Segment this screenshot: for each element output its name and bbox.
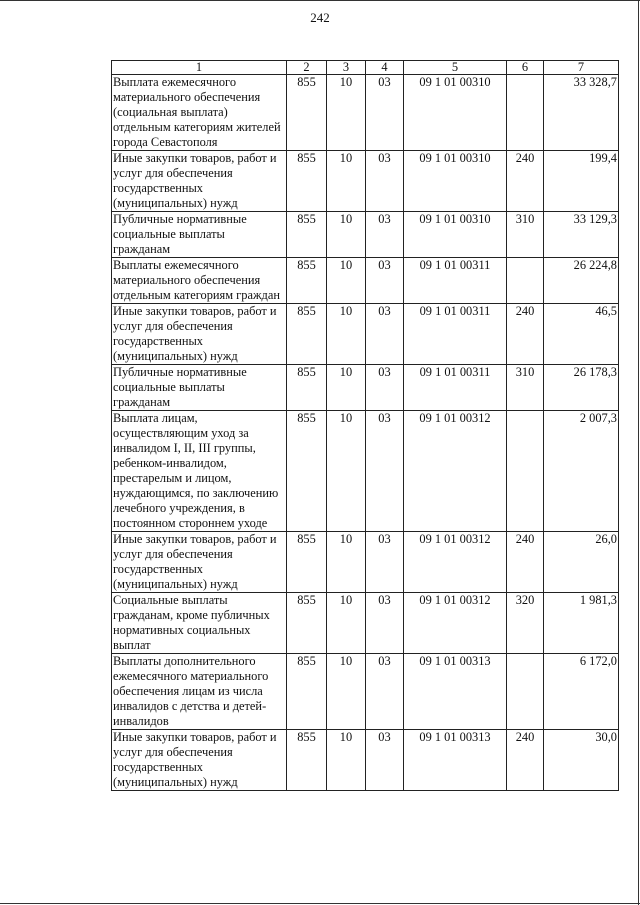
expense-name: Иные закупки товаров, работ и услуг для обеспечения государственных (муниципальных) нужд xyxy=(112,532,287,593)
section-code: 10 xyxy=(327,75,366,151)
expense-type-code xyxy=(507,411,544,532)
scan-top-edge xyxy=(0,0,640,1)
ministry-code: 855 xyxy=(287,593,327,654)
amount: 199,4 xyxy=(544,151,619,212)
expense-type-code xyxy=(507,258,544,304)
expense-type-code: 320 xyxy=(507,593,544,654)
subsection-code: 03 xyxy=(366,258,404,304)
table-row xyxy=(112,212,619,258)
subsection-code: 03 xyxy=(366,593,404,654)
expense-type-code: 310 xyxy=(507,212,544,258)
target-article-code: 09 1 01 00313 xyxy=(404,730,507,791)
subsection-code: 03 xyxy=(366,365,404,411)
target-article-code: 09 1 01 00312 xyxy=(404,532,507,593)
expense-name: Иные закупки товаров, работ и услуг для обеспечения государственных (муниципальных) нужд xyxy=(112,304,287,365)
ministry-code: 855 xyxy=(287,75,327,151)
subsection-code: 03 xyxy=(366,151,404,212)
table-row xyxy=(112,304,619,365)
subsection-code: 03 xyxy=(366,304,404,365)
ministry-code: 855 xyxy=(287,365,327,411)
amount: 2 007,3 xyxy=(544,411,619,532)
scan-right-edge xyxy=(638,0,639,905)
expense-name: Публичные нормативные социальные выплаты гражданам xyxy=(112,365,287,411)
ministry-code: 855 xyxy=(287,212,327,258)
amount: 1 981,3 xyxy=(544,593,619,654)
amount: 30,0 xyxy=(544,730,619,791)
table-row xyxy=(112,593,619,654)
table-row xyxy=(112,411,619,532)
section-code: 10 xyxy=(327,730,366,791)
ministry-code: 855 xyxy=(287,258,327,304)
target-article-code: 09 1 01 00310 xyxy=(404,75,507,151)
subsection-code: 03 xyxy=(366,532,404,593)
amount: 26,0 xyxy=(544,532,619,593)
section-code: 10 xyxy=(327,365,366,411)
expense-type-code: 310 xyxy=(507,365,544,411)
section-code: 10 xyxy=(327,151,366,212)
section-code: 10 xyxy=(327,593,366,654)
section-code: 10 xyxy=(327,532,366,593)
ministry-code: 855 xyxy=(287,730,327,791)
expense-name: Иные закупки товаров, работ и услуг для обеспечения государственных (муниципальных) нужд xyxy=(112,151,287,212)
target-article-code: 09 1 01 00311 xyxy=(404,304,507,365)
expense-name: Выплата ежемесячного материального обеспечения (социальная выплата) отдельным категориям жителей города Севастополя xyxy=(112,75,287,151)
expense-name: Социальные выплаты гражданам, кроме публичных нормативных социальных выплат xyxy=(112,593,287,654)
expense-name: Иные закупки товаров, работ и услуг для обеспечения государственных (муниципальных) нужд xyxy=(112,730,287,791)
expense-name: Выплаты ежемесячного материального обеспечения отдельным категориям граждан xyxy=(112,258,287,304)
column-header: 1 xyxy=(112,61,287,75)
column-header: 5 xyxy=(404,61,507,75)
subsection-code: 03 xyxy=(366,654,404,730)
amount: 26 224,8 xyxy=(544,258,619,304)
section-code: 10 xyxy=(327,212,366,258)
section-code: 10 xyxy=(327,411,366,532)
section-code: 10 xyxy=(327,258,366,304)
table-row xyxy=(112,151,619,212)
expense-name: Выплата лицам, осуществляющим уход за инвалидом I, II, III группы, ребенком-инвалидом, престарелым и лицом, нуждающимся, по заключению лечебного учреждения, в постоянном стороннем уходе xyxy=(112,411,287,532)
amount: 26 178,3 xyxy=(544,365,619,411)
target-article-code: 09 1 01 00312 xyxy=(404,411,507,532)
column-header: 7 xyxy=(544,61,619,75)
target-article-code: 09 1 01 00312 xyxy=(404,593,507,654)
target-article-code: 09 1 01 00313 xyxy=(404,654,507,730)
expense-type-code: 240 xyxy=(507,304,544,365)
table-row xyxy=(112,532,619,593)
subsection-code: 03 xyxy=(366,75,404,151)
target-article-code: 09 1 01 00311 xyxy=(404,365,507,411)
column-header: 4 xyxy=(366,61,404,75)
ministry-code: 855 xyxy=(287,411,327,532)
amount: 6 172,0 xyxy=(544,654,619,730)
ministry-code: 855 xyxy=(287,151,327,212)
column-header: 2 xyxy=(287,61,327,75)
expense-type-code: 240 xyxy=(507,730,544,791)
expense-type-code xyxy=(507,75,544,151)
target-article-code: 09 1 01 00310 xyxy=(404,212,507,258)
table-row xyxy=(112,654,619,730)
subsection-code: 03 xyxy=(366,730,404,791)
expense-type-code xyxy=(507,654,544,730)
section-code: 10 xyxy=(327,654,366,730)
target-article-code: 09 1 01 00311 xyxy=(404,258,507,304)
table-row xyxy=(112,258,619,304)
page-number: 242 xyxy=(310,10,330,25)
table-row xyxy=(112,365,619,411)
ministry-code: 855 xyxy=(287,654,327,730)
column-header: 6 xyxy=(507,61,544,75)
header-row xyxy=(112,61,619,75)
section-code: 10 xyxy=(327,304,366,365)
subsection-code: 03 xyxy=(366,212,404,258)
expense-type-code: 240 xyxy=(507,532,544,593)
expense-name: Публичные нормативные социальные выплаты гражданам xyxy=(112,212,287,258)
table-body xyxy=(112,75,619,791)
amount: 33 129,3 xyxy=(544,212,619,258)
expense-name: Выплаты дополнительного ежемесячного материального обеспечения лицам из числа инвалидов с детства и детей-инвалидов xyxy=(112,654,287,730)
ministry-code: 855 xyxy=(287,304,327,365)
table-row xyxy=(112,75,619,151)
subsection-code: 03 xyxy=(366,411,404,532)
table-row xyxy=(112,730,619,791)
amount: 33 328,7 xyxy=(544,75,619,151)
target-article-code: 09 1 01 00310 xyxy=(404,151,507,212)
column-header: 3 xyxy=(327,61,366,75)
budget-table xyxy=(111,60,619,791)
scan-bottom-edge xyxy=(0,903,640,904)
amount: 46,5 xyxy=(544,304,619,365)
expense-type-code: 240 xyxy=(507,151,544,212)
ministry-code: 855 xyxy=(287,532,327,593)
